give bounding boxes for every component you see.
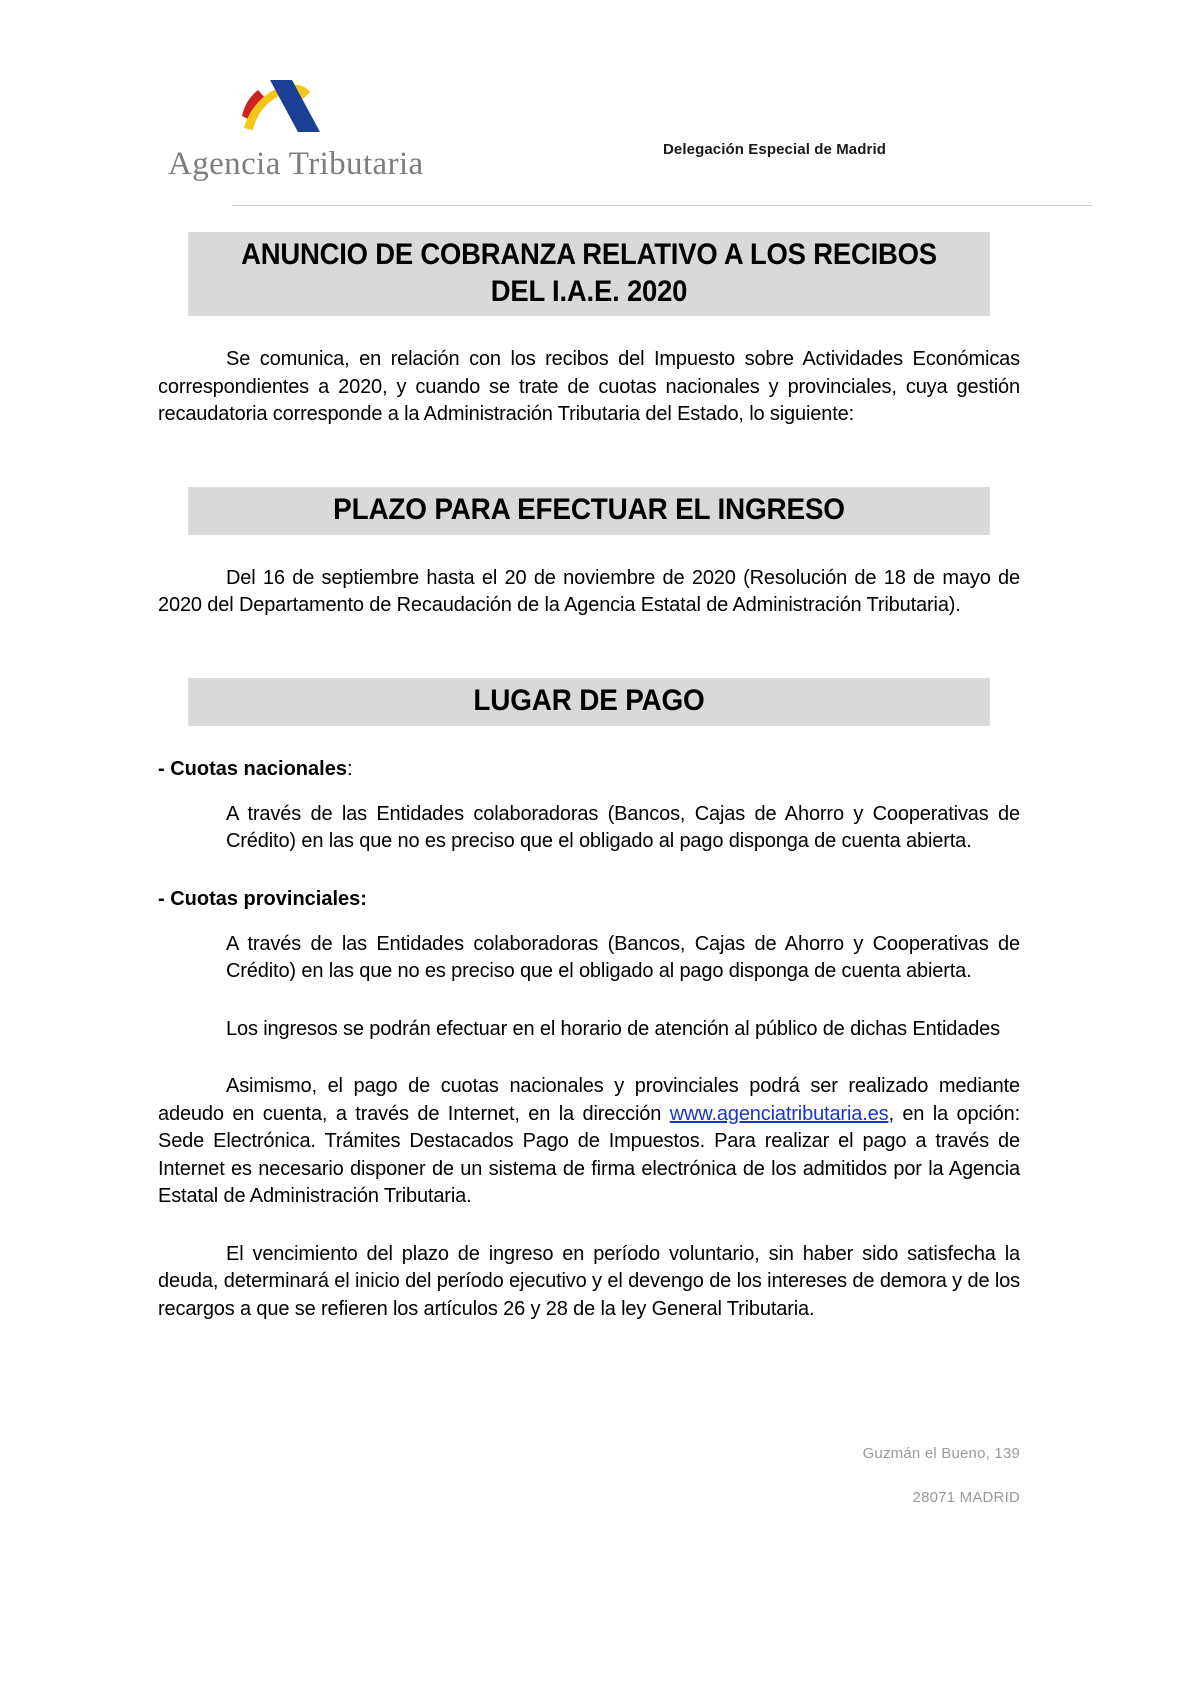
document-footer	[0, 1432, 1200, 1520]
page-title-line2: DEL I.A.E. 2020	[490, 275, 688, 308]
agencia-tributaria-logo	[168, 72, 468, 183]
document-header	[0, 0, 1200, 182]
section-heading-plazo: PLAZO PARA EFECTUAR EL INGRESO	[188, 487, 990, 535]
internet-text-part1: Asimismo, el pago de cuotas nacionales y provinciales podrá ser realizado mediante adeudo en cuenta, a través de Internet, en la dirección	[158, 1075, 1020, 1125]
section-heading-lugar: LUGAR DE PAGO	[188, 678, 990, 726]
footer-address-line1: Guzmán el Bueno, 139	[862, 1445, 1020, 1462]
header-divider	[232, 205, 1092, 206]
deadline-note-paragraph: El vencimiento del plazo de ingreso en período voluntario, sin haber sido satisfecha la deuda, determinará el inicio del período ejecutivo y el devengo de los intereses de demora y de los recargos a que se refieren los artículos 26 y 28 de la ley General Tributaria.	[158, 1242, 1020, 1320]
agenciatributaria-link[interactable]: www.agenciatributaria.es	[669, 1102, 889, 1125]
delegation-label: Delegación Especial de Madrid	[663, 141, 886, 158]
page-title	[188, 232, 990, 316]
page-title-line1: ANUNCIO DE COBRANZA RELATIVO A LOS RECIBOS	[241, 238, 937, 271]
hours-note-paragraph: Los ingresos se podrán efectuar en el horario de atención al público de dichas Entidades	[226, 1017, 1000, 1040]
internet-payment-paragraph	[158, 1073, 1020, 1211]
subheading-cuotas-provinciales	[158, 886, 1020, 913]
cuotas-nacionales-label: - Cuotas nacionales	[158, 757, 347, 780]
cuotas-provinciales-body: A través de las Entidades colaboradoras (Bancos, Cajas de Ahorro y Cooperativas de Crédito) en las que no es preciso que el obligado al pago disponga de cuenta abierta.	[226, 932, 1020, 982]
footer-address-line2: 28071 MADRID	[912, 1489, 1020, 1506]
cuotas-nacionales-body: A través de las Entidades colaboradoras (Bancos, Cajas de Ahorro y Cooperativas de Crédito) en las que no es preciso que el obligado al pago disponga de cuenta abierta.	[226, 802, 1020, 852]
cuotas-nacionales-colon: :	[346, 757, 353, 780]
subheading-cuotas-nacionales	[158, 756, 1020, 783]
intro-paragraph: Se comunica, en relación con los recibos del Impuesto sobre Actividades Económicas correspondientes a 2020, y cuando se trate de cuotas nacionales y provinciales, cuya gestión recaudatoria corresponde a la Administración Tributaria del Estado, lo siguiente:	[158, 348, 1020, 425]
cuotas-provinciales-label: - Cuotas provinciales:	[158, 887, 367, 910]
plazo-paragraph: Del 16 de septiembre hasta el 20 de noviembre de 2020 (Resolución de 18 de mayo de 2020 del Departamento de Recaudación de la Agencia Estatal de Administración Tributaria).	[158, 566, 1020, 616]
agencia-tributaria-logo-icon	[226, 72, 346, 144]
document-body	[158, 232, 1020, 1323]
internet-text-part2: , en la opción: Sede Electrónica. Trámites Destacados Pago de Impuestos. Para realizar el pago a través de Internet es necesario disponer de un sistema de firma electrónica de los admitidos por la Agencia Estatal de Administración Tributaria.	[158, 1102, 1020, 1207]
logo-wordmark: Agencia Tributaria	[168, 146, 424, 182]
